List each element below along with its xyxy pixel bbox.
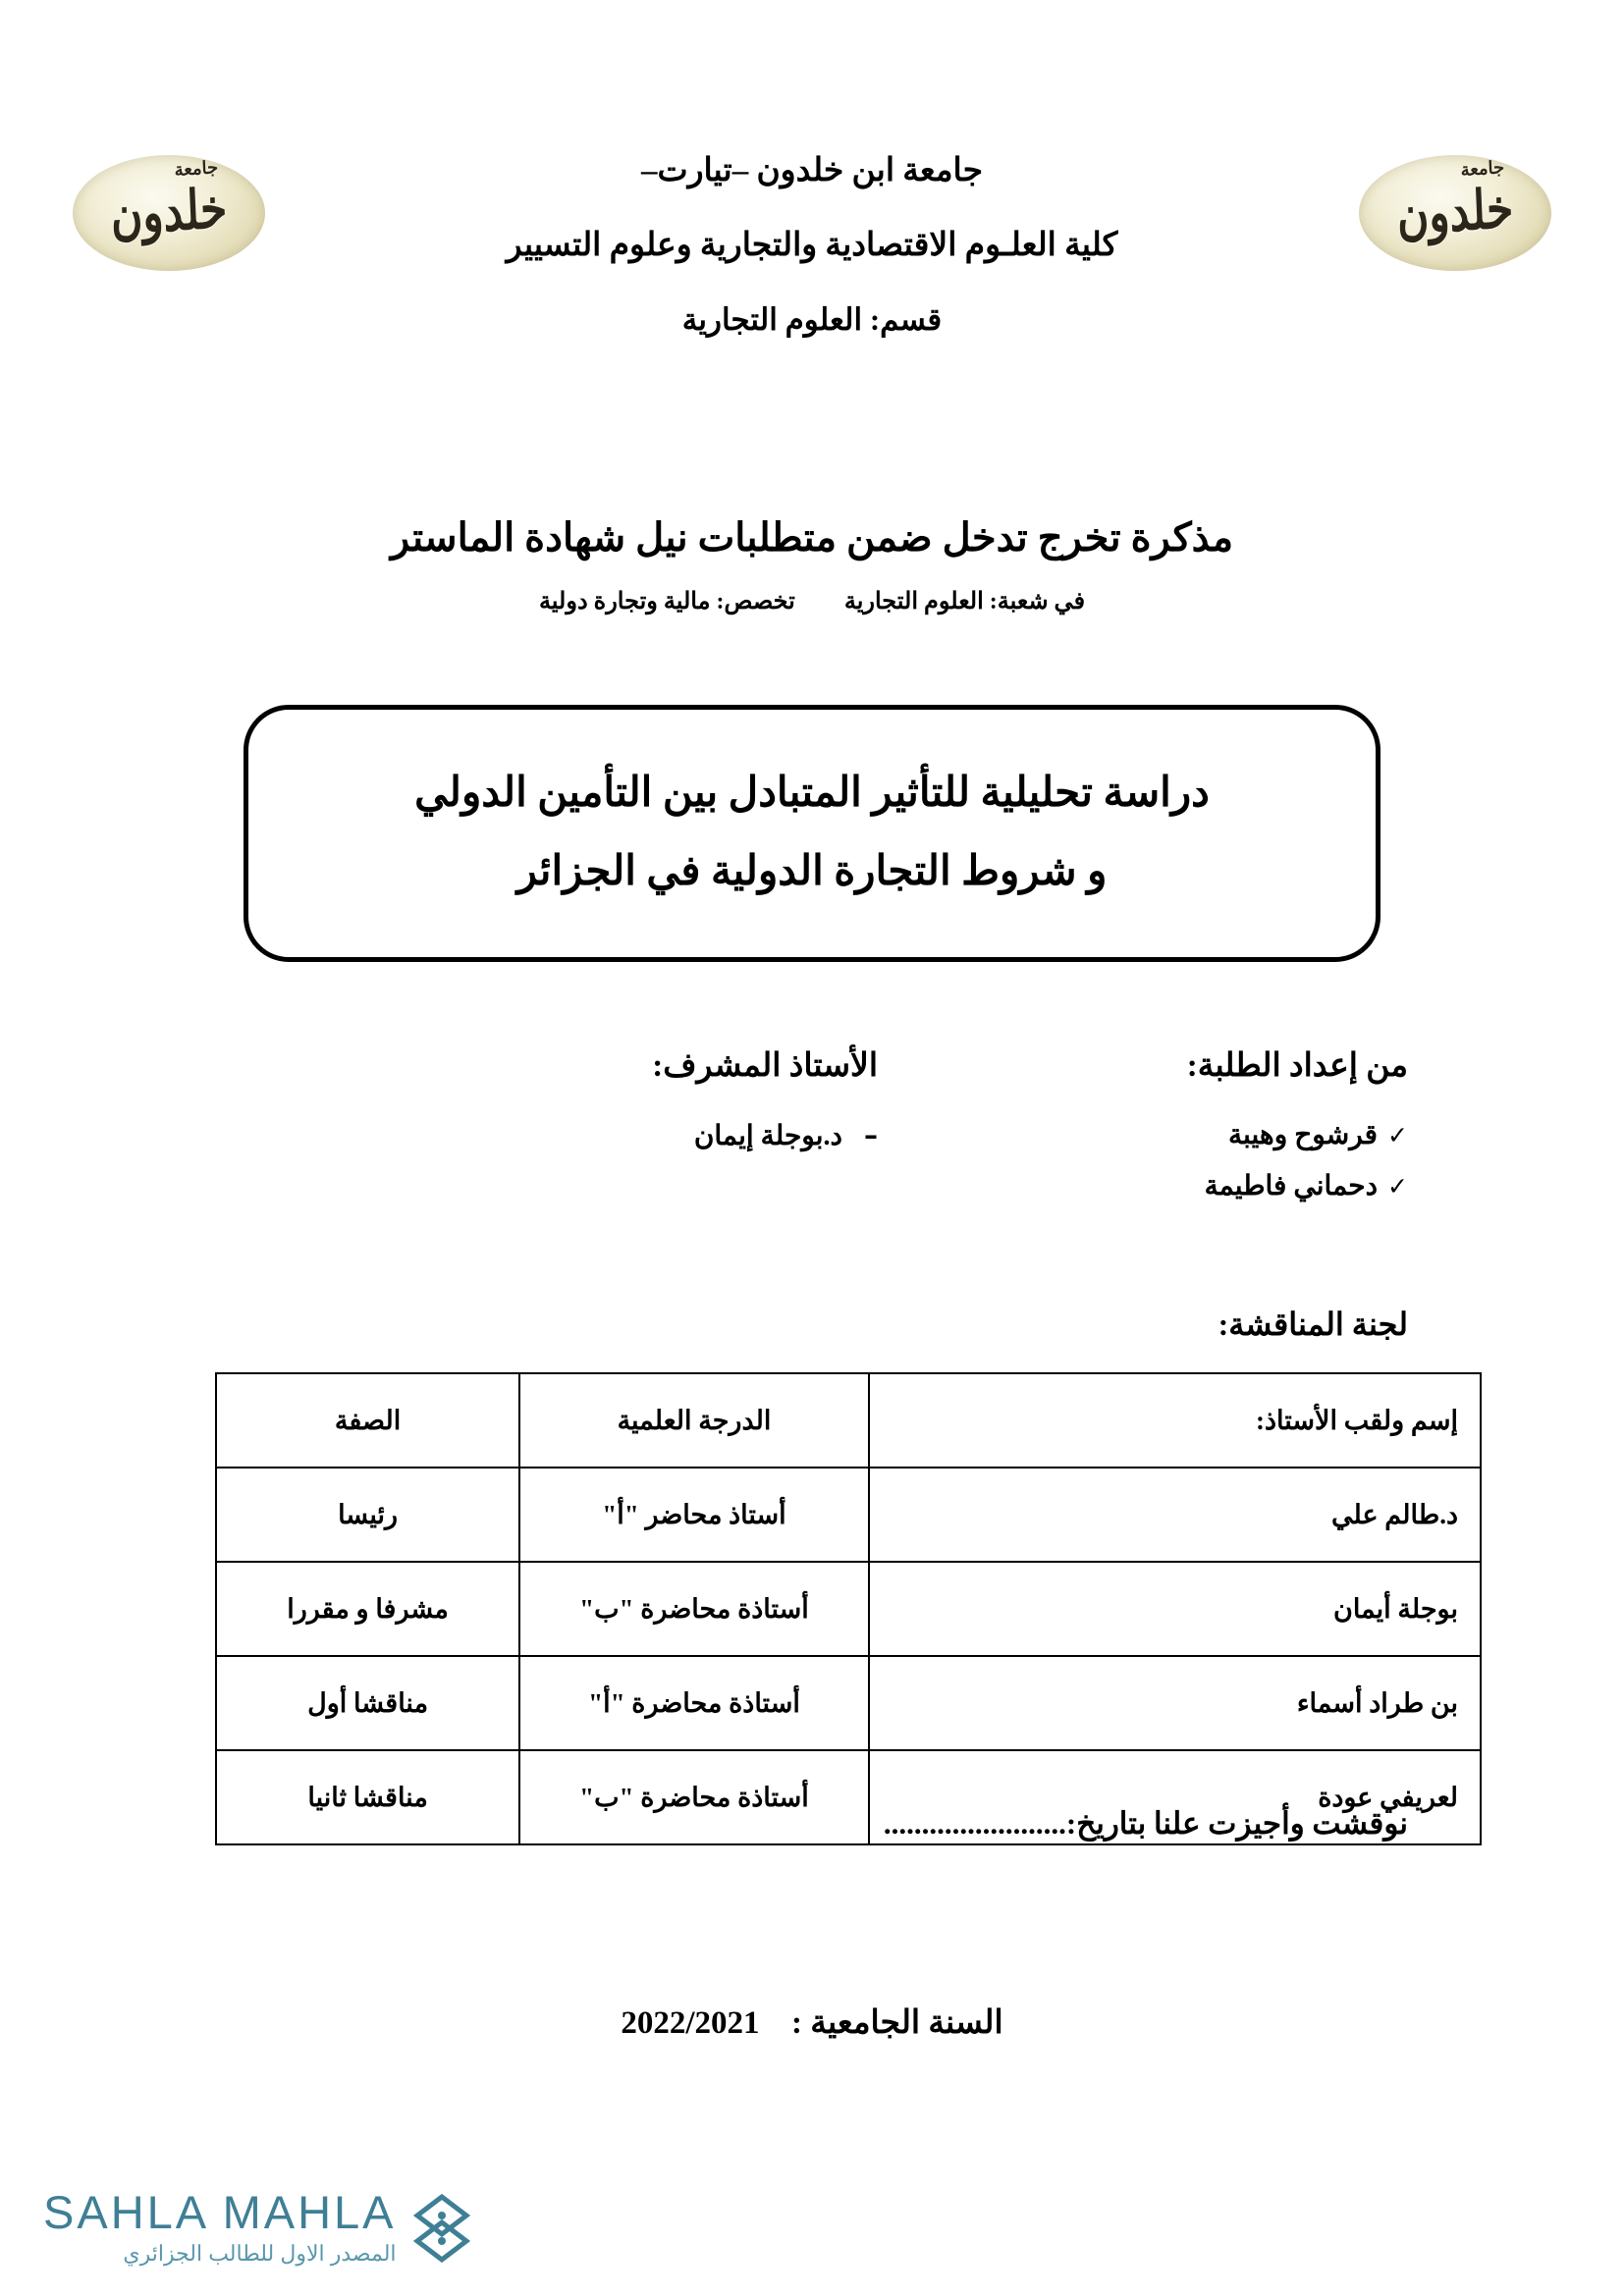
branch-specialty-line [0,587,1624,615]
committee-name-2: بوجلة أيمان [869,1562,1481,1656]
committee-table [215,1372,1482,1845]
logo-calligraphy-small-right: جامعة [1460,157,1505,182]
column-header-grade: الدرجة العلمية [519,1373,869,1468]
watermark-text-block [43,2186,397,2267]
committee-grade-4: أستاذة محاضرة "ب" [519,1750,869,1844]
student-label-2: دحماني فاطيمة [1204,1170,1379,1201]
table-row [216,1468,1481,1562]
department-name: قسم: العلوم التجارية [681,302,943,337]
table-header-row [216,1373,1481,1468]
berber-diamond-logo-icon [410,2192,473,2265]
committee-grade-3: أستاذة محاضرة "أ" [519,1656,869,1750]
table-row [216,1656,1481,1750]
committee-heading: لجنة المناقشة: [1218,1307,1408,1342]
defense-date-line: نوقشت وأجيزت علنا بتاريخ:........................ [883,1806,1408,1841]
student-label-1: قرشوح وهيبة [1228,1120,1379,1150]
branch-label: في شعبة: العلوم التجارية [843,589,1086,614]
thesis-title-line-2: و شروط التجارة الدولية في الجزائر [516,849,1108,894]
students-column [1187,1045,1408,1212]
academic-year-value: 2022/2021 [621,2005,760,2041]
students-heading: من إعداد الطلبة: [1186,1048,1408,1084]
watermark-subtitle: المصدر الاول للطالب الجزائري [123,2241,397,2266]
committee-role-4: مناقشا ثانيا [216,1750,519,1844]
supervisor-heading: الأستاذ المشرف: [652,1048,878,1084]
committee-role-2: مشرفا و مقررا [216,1562,519,1656]
table-row [216,1562,1481,1656]
supervisor-name-1 [652,1110,878,1162]
committee-name-4: لعريفي عودة [869,1750,1481,1844]
faculty-name: كلية العلـوم الاقتصادية والتجارية وعلوم التسيير [506,227,1118,263]
committee-name-1: د.طالم علي [869,1468,1481,1562]
thesis-title-line-1: دراسة تحليلية للتأثير المتبادل بين التأمين الدولي [414,771,1210,817]
thesis-title-box [244,705,1380,962]
degree-statement: مذكرة تخرج تدخل ضمن متطلبات نيل شهادة الماستر [390,515,1234,560]
column-header-name: إسم ولقب الأستاذ: [869,1373,1481,1468]
logo-calligraphy-small-left: جامعة [174,157,219,182]
people-section [0,1045,1624,1261]
academic-year-label: السنة الجامعية : [791,2005,1003,2041]
committee-grade-1: أستاذ محاضر "أ" [519,1468,869,1562]
header-text-block [0,147,1624,344]
supervisor-label-1: د.بوجلة إيمان [693,1121,842,1151]
checkmark-icon: ✓ [1387,1171,1408,1201]
committee-role-1: رئيسا [216,1468,519,1562]
committee-name-3: بن طراد أسماء [869,1656,1481,1750]
degree-statement-block [0,510,1624,615]
column-header-role: الصفة [216,1373,519,1468]
student-name-2 [1187,1161,1408,1212]
logo-calligraphy-main-right: خلدون [1395,177,1515,248]
committee-grade-2: أستاذة محاضرة "ب" [519,1562,869,1656]
dash-icon: – [864,1119,878,1151]
university-name: جامعة ابن خلدون –تيارت– [641,153,983,188]
academic-year-line [0,2002,1624,2042]
supervisor-column [652,1045,878,1162]
student-name-1 [1187,1110,1408,1161]
logo-calligraphy-main-left: خلدون [109,177,229,248]
document-header [0,147,1624,402]
specialty-label: تخصص: مالية وتجارة دولية [538,589,795,614]
checkmark-icon: ✓ [1387,1121,1408,1149]
committee-role-3: مناقشا أول [216,1656,519,1750]
sahla-mahla-watermark [43,2186,473,2267]
watermark-title: SAHLA MAHLA [43,2186,397,2238]
